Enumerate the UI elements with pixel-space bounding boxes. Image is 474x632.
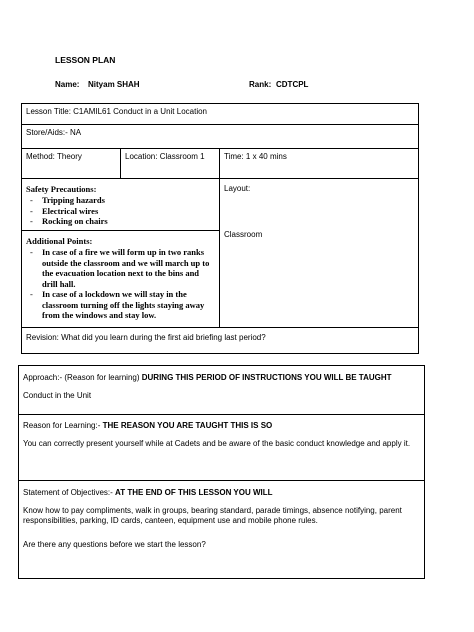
objectives-text: Know how to pay compliments, walk in groups, bearing standard, parade timings, absence notifying, parent responsibilities, parking, ID cards, canteen, equipment use and mobile phone rules. (23, 506, 402, 525)
lesson-title: Lesson Title: C1AMIL61 Conduct in a Unit Location (26, 107, 207, 116)
approach-label: Approach:- (Reason for learning) (23, 373, 142, 382)
lesson-details-table (21, 103, 419, 354)
method-cell (22, 149, 121, 179)
name-value: Nityam SHAH (88, 80, 140, 89)
approach-text: Conduct in the Unit (23, 391, 92, 400)
revision: Revision: What did you learn during the first aid briefing last period? (26, 333, 266, 342)
questions-text: Are there any questions before we start the lesson? (23, 540, 206, 549)
introduction-table (18, 365, 425, 579)
objectives-cell (19, 481, 425, 579)
additional-list (26, 247, 215, 321)
page-title: LESSON PLAN (55, 55, 116, 65)
reason-cell (19, 415, 425, 481)
additional-item: - In case of a lockdown we will stay in the classroom turning off the lights staying away from the windows and stay low. (26, 289, 215, 321)
safety-list (26, 195, 215, 227)
objectives-label: Statement of Objectives:- (23, 488, 116, 497)
safety-cell (22, 179, 220, 231)
additional-cell (22, 231, 220, 328)
reason-heading: THE REASON YOU ARE TAUGHT THIS IS SO (102, 421, 273, 430)
location: Location: Classroom 1 (125, 152, 205, 161)
layout-cell (220, 179, 419, 328)
lesson-title-cell (22, 104, 419, 125)
approach-cell (19, 366, 425, 415)
location-cell (121, 149, 220, 179)
safety-item: - Electrical wires (26, 206, 215, 217)
reason-label: Reason for Learning:- (23, 421, 103, 430)
additional-item: - In case of a fire we will form up in two ranks outside the classroom and we will march up to the evacuation location next to the bins and drill hall. (26, 247, 215, 289)
approach-heading: DURING THIS PERIOD OF INSTRUCTIONS YOU WILL BE TAUGHT (141, 373, 392, 382)
safety-title: Safety Precautions: (26, 184, 97, 194)
layout-value: Classroom (224, 230, 263, 239)
stores-cell (22, 125, 419, 149)
revision-cell (22, 328, 419, 354)
layout-label: Layout: (224, 184, 251, 193)
name-label: Name: (55, 80, 80, 89)
rank-label: Rank: (249, 80, 272, 89)
additional-title: Additional Points: (26, 236, 93, 246)
time: Time: 1 x 40 mins (224, 152, 287, 161)
rank-value: CDTCPL (276, 80, 309, 89)
objectives-heading: AT THE END OF THIS LESSON YOU WILL (115, 488, 273, 497)
method: Method: Theory (26, 152, 82, 161)
stores-aids: Store/Aids:- NA (26, 128, 82, 137)
safety-item: - Rocking on chairs (26, 216, 215, 227)
reason-text: You can correctly present yourself while at Cadets and be aware of the basic conduct knowledge and apply it. (23, 439, 411, 448)
safety-item: - Tripping hazards (26, 195, 215, 206)
time-cell (220, 149, 419, 179)
